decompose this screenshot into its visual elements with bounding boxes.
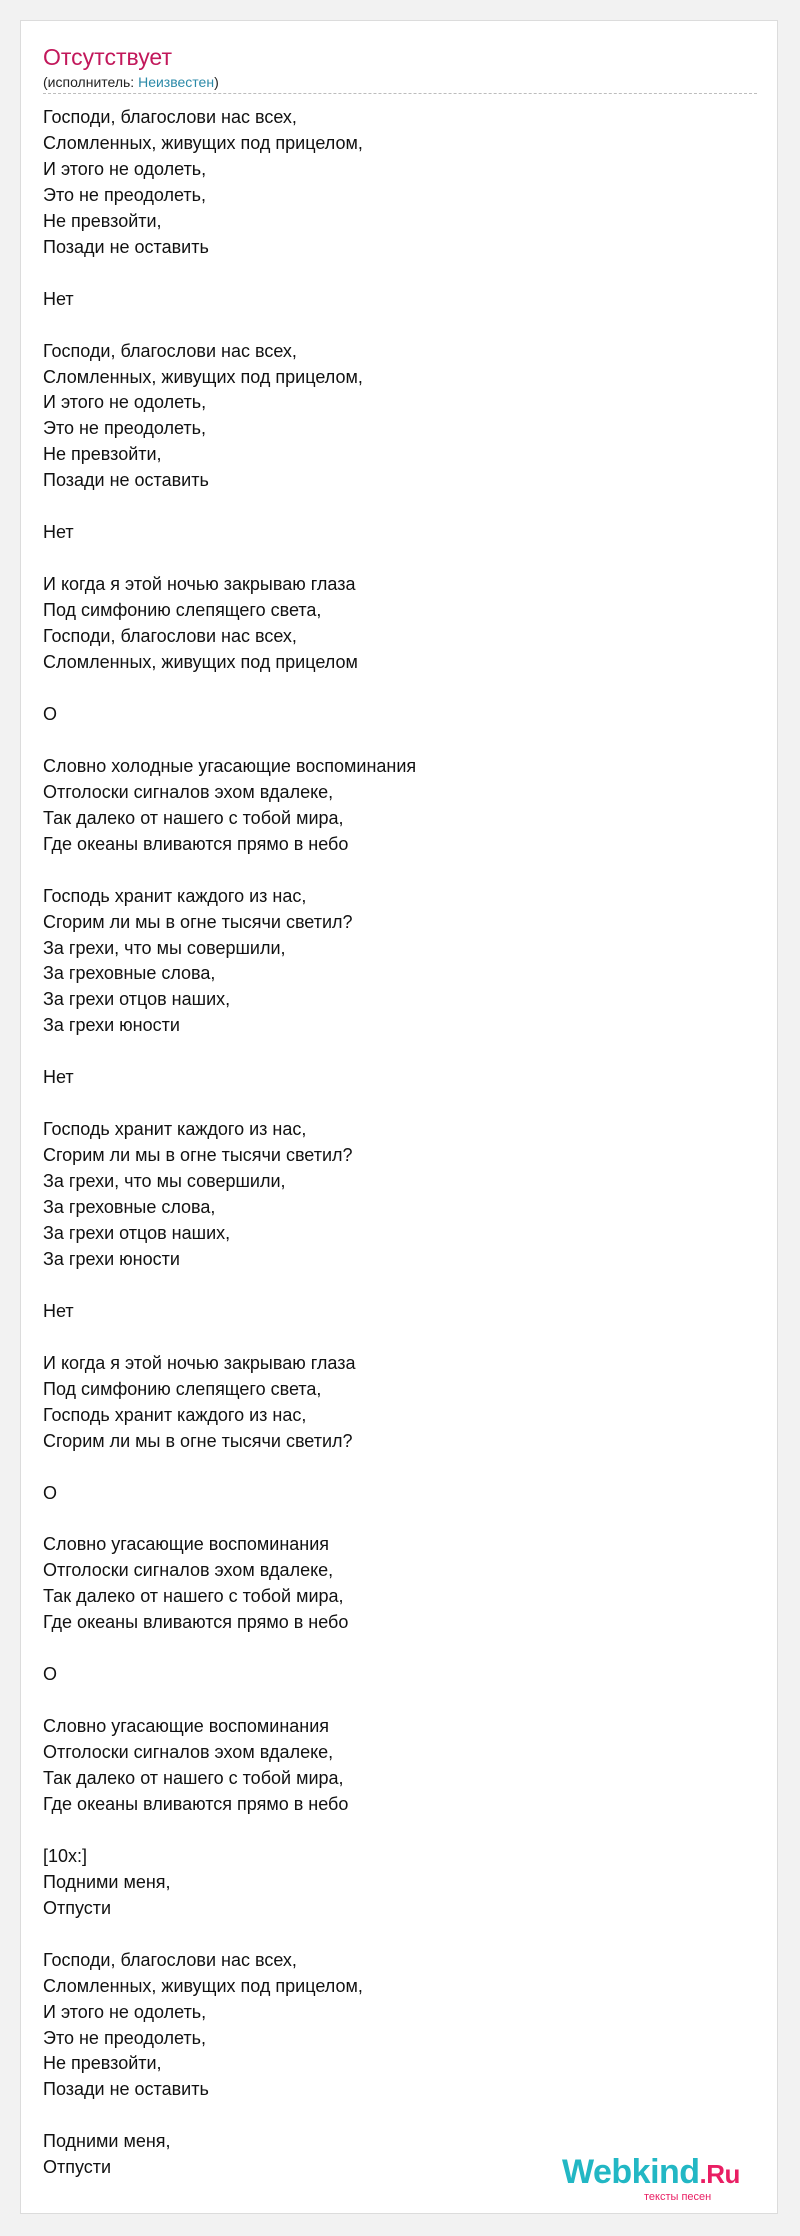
logo-tagline: тексты песен [644,2191,712,2203]
lyrics-card [20,20,778,2214]
lyrics-text: Господи, благослови нас всех, Сломленных, живущих под прицелом, И этого не одолеть, Это не преодолеть, Не превзойти, Позади не оставить Нет Господи, благослови нас всех, Сломленных, живущих под прицелом, И этого не одолеть, Это не преодолеть, Не превзойти, Позади не оставить Нет И когда я этой ночью закрываю глаза Под симфонию слепящего света, Господи, благослови нас всех, Сломленных, живущих под прицелом О Словно холодные угасающие воспоминания Отголоски сигналов эхом вдалеке, Так далеко от нашего с тобой мира, Где океаны вливаются прямо в небо Господь хранит каждого из нас, Сгорим ли мы в огне тысячи светил? За грехи, что мы совершили, За греховные слова, За грехи отцов наших, За грехи юности Нет Господь хранит каждого из нас, Сгорим ли мы в огне тысячи светил? За грехи, что мы совершили, За греховные слова, За грехи отцов наших, За грехи юности Нет И когда я этой ночью закрываю глаза Под симфонию слепящего света, Господь хранит каждого из нас, Сгорим ли мы в огне тысячи светил? О Словно угасающие воспоминания Отголоски сигналов эхом вдалеке, Так далеко от нашего с тобой мира, Где океаны вливаются прямо в небо О Словно угасающие воспоминания Отголоски сигналов эхом вдалеке, Так далеко от нашего с тобой мира, Где океаны вливаются прямо в небо [10x:] Подними меня, Отпусти Господи, благослови нас всех, Сломленных, живущих под прицелом, И этого не одолеть, Это не преодолеть, Не превзойти, Позади не оставить Подними меня, Отпусти [43,107,417,2178]
artist-suffix: ) [214,74,219,90]
song-title: Отсутствует [43,44,172,70]
artist-line [43,73,757,94]
artist-link[interactable]: Неизвестен [138,74,215,90]
logo-main-text: Webkind [562,2153,700,2191]
logo-domain: .Ru [699,2159,740,2189]
logo-wordmark [562,2152,740,2194]
artist-prefix: (исполнитель: [43,74,139,90]
site-logo[interactable] [562,2152,762,2208]
